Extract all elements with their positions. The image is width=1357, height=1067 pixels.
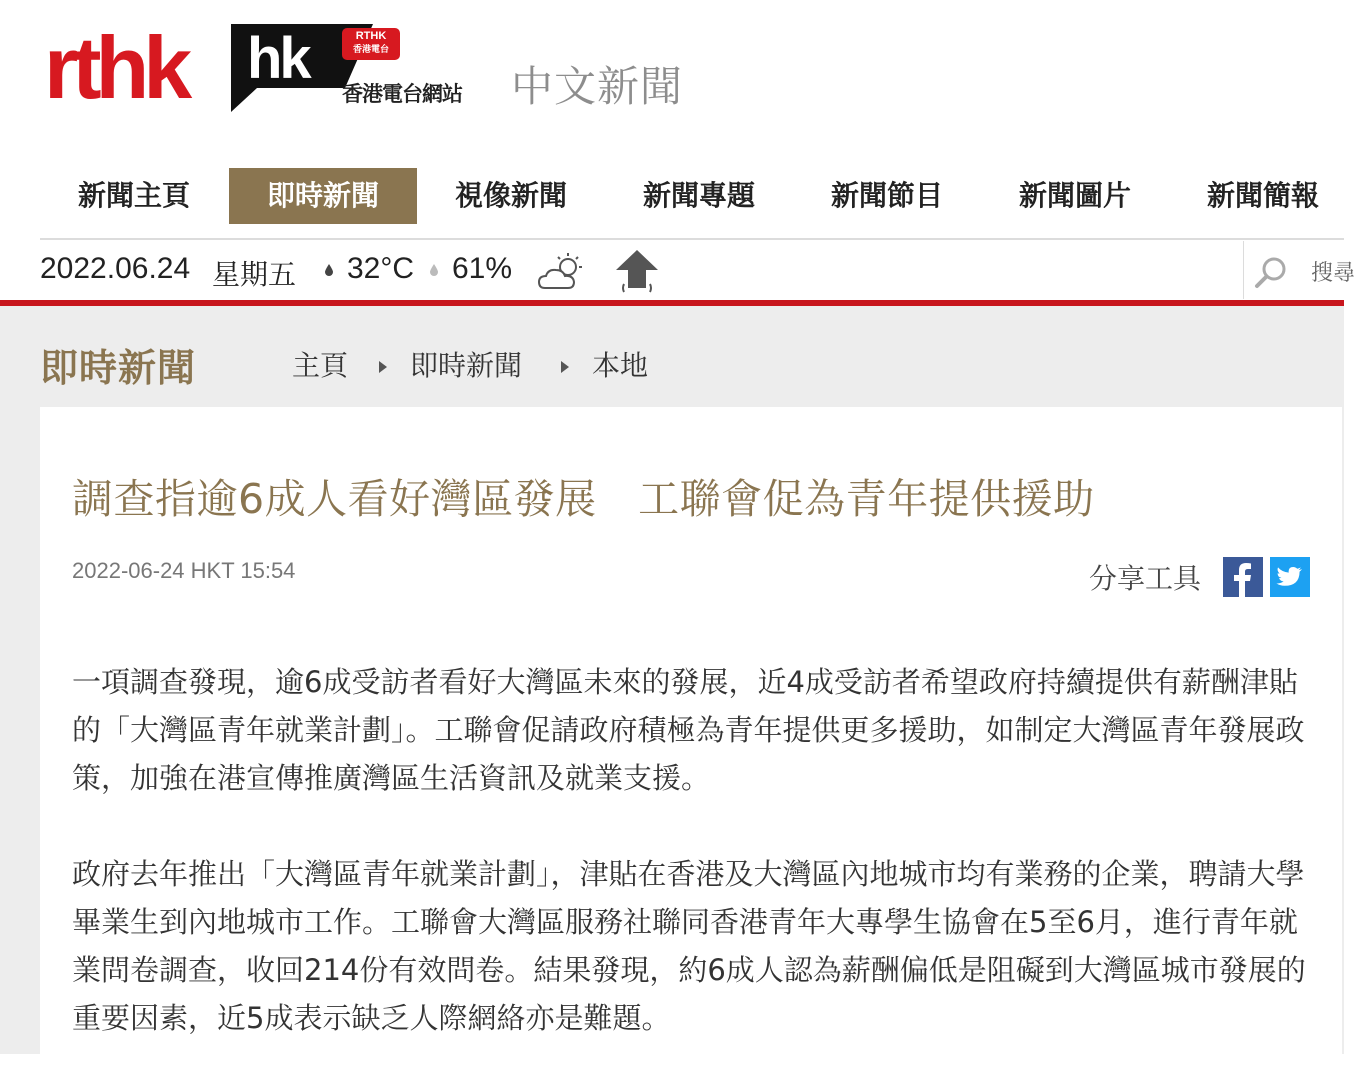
facebook-share-icon[interactable] [1223, 557, 1263, 597]
logo-station-name: 香港電台網站 [342, 82, 462, 106]
main-nav [40, 168, 1344, 224]
current-weekday: 星期五 [212, 258, 297, 291]
article-paragraph: 政府去年推出「大灣區青年就業計劃」，津貼在香港及大灣區內地城市均有業務的企業，聘請大學畢業生到內地城市工作。工聯會大灣區服務社聯同香港青年大專學生協會在5至6月，進行青年就業問卷調查，收回214份有效問卷。結果發現，約6成人認為薪酬偏低是阻礙到大灣區城市發展的重要因素，近5成表示缺乏人際網絡亦是難題。 [72, 857, 1306, 1035]
logo-hk-text: hk [247, 26, 309, 91]
breadcrumb-section-title: 即時新聞 [40, 346, 197, 390]
breadcrumb-separator-icon [561, 361, 569, 373]
nav-item-news-programmes[interactable]: 新聞節目 [830, 179, 943, 212]
humidity-drop-icon [430, 264, 438, 276]
partly-sunny-icon [537, 252, 587, 292]
nav-divider [40, 238, 1344, 240]
nav-item-news-photos[interactable]: 新聞圖片 [1018, 179, 1131, 212]
nav-item-news-features[interactable]: 新聞專題 [642, 179, 755, 212]
temperature: 32°C [347, 252, 415, 285]
article-paragraph: 一項調查發現，逾6成受訪者看好大灣區未來的發展，近4成受訪者希望政府持續提供有薪酬津貼的「大灣區青年就業計劃」。工聯會促請政府積極為青年提供更多援助，如制定大灣區青年發展政策，加強在港宣傳推廣灣區生活資訊及就業支援。 [72, 665, 1305, 795]
rthk-badge [342, 28, 400, 60]
breadcrumb-home[interactable]: 主頁 [292, 349, 349, 382]
nav-item-news-brief[interactable]: 新聞簡報 [1206, 179, 1319, 212]
hot-weather-arrow-icon[interactable] [614, 248, 660, 294]
humidity: 61% [452, 252, 513, 285]
badge-line-1: RTHK [355, 30, 387, 42]
nav-item-instant-news[interactable]: 即時新聞 [229, 168, 417, 224]
section-title: 中文新聞 [511, 62, 684, 111]
breadcrumb-instant-news[interactable]: 即時新聞 [410, 349, 523, 382]
rthk-logo[interactable] [44, 18, 704, 117]
twitter-share-icon[interactable] [1270, 557, 1310, 597]
search-label[interactable]: 搜尋 [1311, 261, 1356, 286]
share-tools-label: 分享工具 [1089, 562, 1202, 595]
current-date: 2022.06.24 [40, 252, 191, 285]
breadcrumb-local[interactable]: 本地 [592, 349, 649, 382]
logo-rthk-text: rthk [44, 18, 187, 117]
search-icon[interactable] [1254, 255, 1288, 289]
search-divider [1243, 241, 1244, 299]
info-bar [40, 248, 1344, 298]
breadcrumb-separator-icon [379, 361, 387, 373]
article-headline: 調查指逾6成人看好灣區發展 工聯會促為青年提供援助 [72, 475, 1095, 523]
nav-item-news-home[interactable]: 新聞主頁 [77, 179, 190, 212]
article-datetime: 2022-06-24 HKT 15:54 [72, 558, 296, 583]
nav-item-video-news[interactable]: 視像新聞 [454, 179, 567, 212]
temperature-drop-icon [325, 264, 333, 276]
badge-line-2: 香港電台 [352, 44, 389, 54]
